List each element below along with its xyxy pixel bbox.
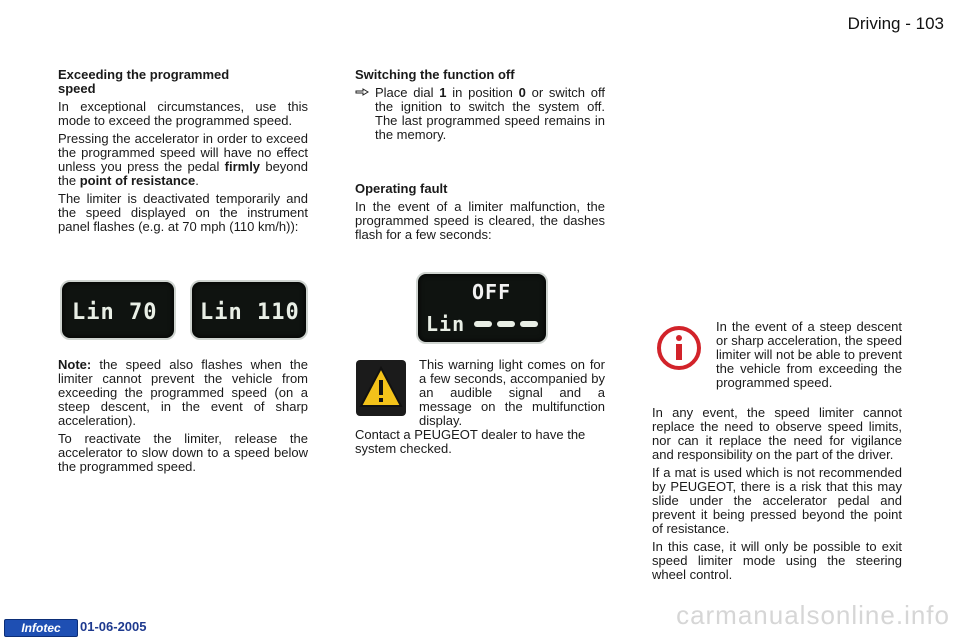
bold-text: 0: [518, 85, 526, 100]
column-middle: [355, 68, 605, 142]
text: or switch off the ignition to switch the system off. The last programmed speed remains in the memory.: [375, 85, 605, 142]
lcd-text: Lin 70: [72, 300, 158, 325]
text: Pressing the accelerator in order to exceed the programmed speed will have no effect unless you press the pedal: [58, 131, 308, 174]
paragraph: In the event of a limiter malfunction, the programmed speed is cleared, the dashes flash for a few seconds:: [355, 199, 605, 242]
watermark-site: carmanualsonline.info: [676, 600, 950, 630]
note-label: Note:: [58, 357, 92, 372]
lcd-display-110: [190, 280, 308, 340]
footer-date: 01-06-2005: [80, 619, 147, 634]
section-title: Driving: [847, 14, 901, 33]
pointing-hand-icon: [355, 86, 369, 142]
lcd-text: Lin 110: [200, 300, 300, 325]
paragraph: In this case, it will only be possible to exit speed limiter mode using the steering wheel control.: [652, 539, 902, 582]
bullet-text: [375, 86, 605, 142]
warning-light: [356, 360, 406, 416]
note-paragraph: [58, 358, 308, 428]
contact-dealer-block: [355, 428, 605, 460]
lcd-lin-text: Lin: [426, 312, 466, 336]
paragraph-steep-descent: In the event of a steep descent or sharp acceleration, the speed limiter will not be able to prevent the vehicle from exceeding the programmed speed.: [716, 319, 902, 390]
info-circle-icon: [655, 325, 703, 371]
heading-operating-fault: Operating fault: [355, 181, 448, 196]
page-header: [848, 14, 944, 34]
column-right-top: [716, 320, 902, 394]
paragraph: Contact a PEUGEOT dealer to have the system checked.: [355, 427, 586, 456]
text: Place dial: [375, 85, 440, 100]
heading-switching-off: Switching the function off: [355, 67, 515, 82]
bold-text: 1: [439, 85, 447, 100]
paragraph: If a mat is used which is not recommended by PEUGEOT, there is a risk that this may slide under the accelerator pedal and prevent it being pressed beyond the point of resistance.: [652, 465, 902, 536]
text: in position: [446, 85, 519, 100]
paragraph: To reactivate the limiter, release the accelerator to slow down to a speed below the programmed speed.: [58, 431, 308, 474]
lcd-off-text: OFF: [472, 280, 512, 304]
bold-text: firmly: [224, 159, 261, 174]
column-left-lower: [58, 358, 308, 478]
lcd-display-off: [416, 272, 548, 344]
page-number: 103: [915, 14, 944, 33]
paragraph-accelerator: [58, 132, 308, 188]
paragraph: In exceptional circumstances, use this mode to exceed the programmed speed.: [58, 99, 308, 128]
text: beyond the: [58, 159, 308, 188]
warning-text: This warning light comes on for a few seconds, accompanied by an audible signal and a message on the multifunction display.: [419, 357, 605, 428]
bold-text: point of resistance: [79, 173, 196, 188]
heading-exceeding-speed: Exceeding the programmed speed: [58, 67, 230, 96]
text: .: [195, 173, 199, 188]
column-middle-fault: [355, 182, 605, 246]
infotec-logo: Infotec: [4, 619, 78, 637]
header-separator: -: [900, 14, 916, 33]
bullet-item: [355, 86, 605, 142]
lcd-display-70: [60, 280, 176, 340]
lcd-dashes: [472, 318, 542, 330]
note-text: the speed also flashes when the limiter cannot prevent the vehicle from exceeding the programmed speed (on a steep descent, in the event of sharp acceleration).: [58, 357, 308, 428]
column-left: [58, 68, 308, 238]
column-right: [652, 406, 902, 586]
warning-text-block: [419, 358, 605, 432]
warning-triangle-icon: [356, 360, 406, 416]
paragraph: In any event, the speed limiter cannot replace the need to observe speed limits, nor can it replace the need for vigilance and responsibility on the part of the driver.: [652, 405, 902, 462]
paragraph: The limiter is deactivated temporarily and the speed displayed on the instrument panel flashes (e.g. at 70 mph (110 km/h)):: [58, 191, 308, 234]
